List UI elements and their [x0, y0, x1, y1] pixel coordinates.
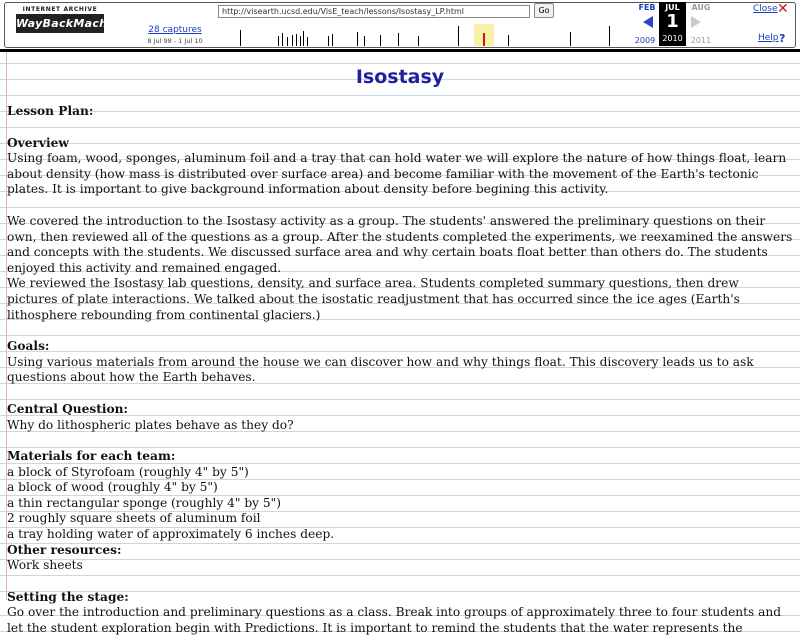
spacer	[7, 574, 793, 590]
overview-heading: Overview	[7, 135, 69, 150]
capture-tick	[380, 35, 381, 46]
prev-year-label[interactable]: 2009	[634, 36, 656, 45]
overview-text: Using foam, wood, sponges, aluminum foil and a tray that can hold water we will explore the nature of how things float, learn about density (how mass is distributed over surface area) and become familiar with the movement of the Earth's tectonic plates. It is important to give background information about density before begining this activity.	[7, 151, 787, 197]
next-year-label: 2011	[690, 36, 712, 45]
capture-tick	[296, 34, 297, 46]
capture-tick	[357, 32, 358, 46]
current-year-label: 2010	[662, 34, 683, 43]
central-question-text: Why do lithospheric plates behave as they do?	[7, 417, 294, 432]
spacer	[7, 386, 793, 402]
captures-range: 8 Jul 98 - 1 Jul 10	[147, 37, 203, 45]
logo-top-text: INTERNET ARCHIVE	[22, 6, 98, 13]
material-item: a block of wood (roughly 4" by 5")	[7, 480, 218, 495]
capture-tick	[398, 33, 399, 46]
capture-tick	[278, 36, 279, 46]
captures-info	[130, 25, 220, 45]
spacer	[7, 433, 793, 449]
capture-tick	[458, 26, 459, 46]
capture-tick	[570, 32, 571, 46]
next-month-label: AUG	[691, 3, 711, 12]
lesson-plan-label: Lesson Plan:	[7, 104, 94, 118]
material-item: 2 roughly square sheets of aluminum foil	[7, 511, 261, 526]
next-capture-arrow-icon	[691, 16, 701, 28]
current-month-label: JUL	[665, 3, 680, 12]
central-question-heading: Central Question:	[7, 401, 128, 416]
spacer	[7, 198, 793, 214]
url-input[interactable]: http://visearth.ucsd.edu/VisE_teach/lessons/Isostasy_LP.html	[218, 5, 530, 18]
capture-tick	[282, 33, 283, 46]
goals-text: Using various materials from around the house we can discover how and why things float. This discovery leads us to ask questions about how the Earth behaves.	[7, 354, 754, 385]
go-button[interactable]: Go	[534, 3, 554, 18]
capture-tick	[303, 31, 304, 46]
capture-tick	[609, 26, 610, 46]
other-resources-heading: Other resources:	[7, 542, 122, 557]
page-title: Isostasy	[355, 66, 445, 88]
setting-stage-heading: Setting the stage:	[7, 589, 129, 604]
material-item: a block of Styrofoam (roughly 4" by 5")	[7, 464, 249, 479]
spacer	[7, 323, 793, 339]
page-content	[7, 64, 793, 637]
capture-tick	[300, 36, 301, 46]
setting-stage-text: Go over the introduction and preliminary questions as a class. Break into groups of approximately three to four students and let the student exploration begin with Predictions. It is important to remind the students that the water represents the	[7, 605, 782, 636]
reviewed-paragraph: We reviewed the Isostasy lab questions, density, and surface area. Students completed summary questions, then drew pictures of plate interactions. We talked about the isostatic readjustment that has occurred since the ice ages (Earth's lithosphere rebounding from continental glaciers.)	[7, 276, 740, 322]
close-link[interactable]: Close	[753, 4, 778, 14]
capture-tick	[418, 36, 419, 46]
capture-tick	[508, 35, 509, 46]
wayback-toolbar	[0, 0, 800, 52]
prev-month-label[interactable]: FEB	[638, 3, 656, 12]
capture-tick	[307, 37, 308, 46]
help-icon[interactable]: ?	[779, 32, 786, 45]
capture-tick	[364, 36, 365, 46]
capture-tick	[328, 36, 329, 46]
spacer	[7, 120, 793, 136]
capture-tick	[240, 30, 241, 46]
current-day-label: 1	[666, 11, 679, 32]
capture-tick	[292, 35, 293, 46]
covered-paragraph: We covered the introduction to the Isostasy activity as a group. The students' answered the preliminary questions on their own, then reviewed all of the questions as a group. After the students completed the experiments, we reexamined the answers and concepts with the students. We discussed surface area and why certain boats float better than others do. The students enjoyed this activity and remained engaged.	[7, 213, 793, 275]
current-capture-tick	[483, 33, 485, 46]
current-capture-date	[659, 2, 686, 46]
close-icon[interactable]: ✕	[777, 1, 789, 17]
goals-heading: Goals:	[7, 339, 50, 354]
capture-sparkline[interactable]	[232, 24, 622, 46]
material-item: a tray holding water of approximately 6 inches deep.	[7, 527, 335, 542]
capture-tick	[332, 34, 333, 46]
logo-main-text: WayBackMachine	[16, 14, 104, 33]
material-item: a thin rectangular sponge (roughly 4" by 5")	[7, 495, 282, 510]
materials-heading: Materials for each team:	[7, 449, 176, 464]
capture-tick	[287, 37, 288, 46]
help-link[interactable]: Help	[758, 33, 779, 43]
other-resources-text: Work sheets	[7, 558, 83, 573]
wayback-logo[interactable]	[16, 6, 128, 40]
captures-link[interactable]: 28 captures	[148, 25, 202, 35]
prev-capture-arrow-icon[interactable]	[643, 16, 653, 28]
